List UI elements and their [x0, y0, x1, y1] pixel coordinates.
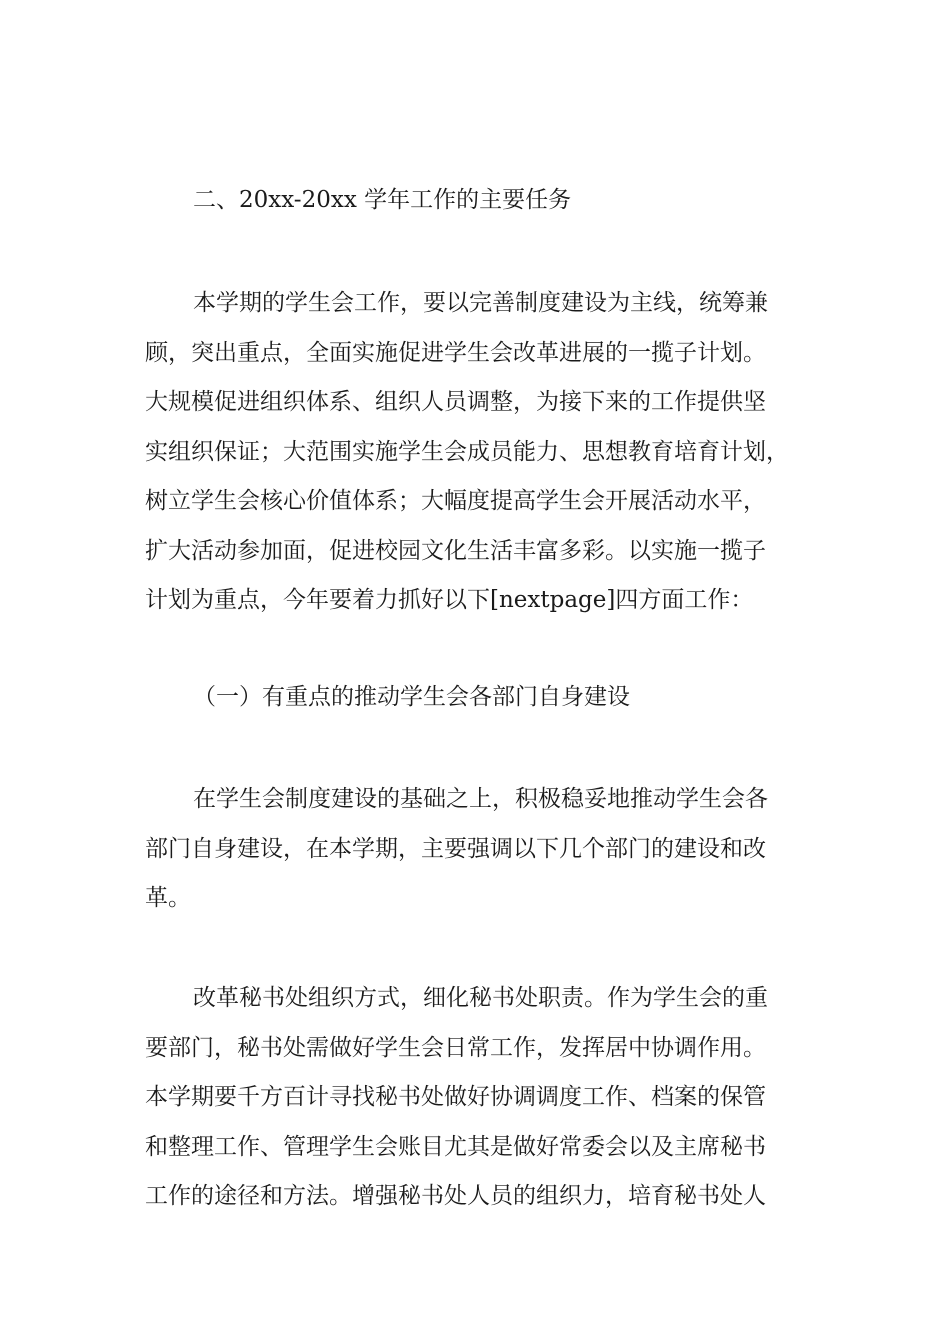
- paragraph-department-building: [145, 782, 768, 931]
- paragraph-line: 扩大活动参加面，促进校园文化生活丰富多彩。以实施一揽子: [145, 537, 766, 564]
- paragraph-line: 本学期的学生会工作，要以完善制度建设为主线，统筹兼: [193, 290, 768, 316]
- paragraph-line: 树立学生会核心价值体系；大幅度提高学生会开展活动水平，: [145, 488, 766, 514]
- paragraph-line: 和整理工作、管理学生会账目尤其是做好常委会以及主席秘书: [145, 1133, 766, 1160]
- paragraph-secretariat-reform: [145, 981, 768, 1229]
- section-heading: 二、20xx-20xx 学年工作的主要任务: [193, 187, 572, 213]
- paragraph-line: 工作的途径和方法。增强秘书处人员的组织力，培育秘书处人: [145, 1183, 766, 1209]
- paragraph-line: 在学生会制度建设的基础之上，积极稳妥地推动学生会各: [193, 786, 768, 812]
- paragraph-line: 大规模促进组织体系、组织人员调整，为接下来的工作提供坚: [145, 389, 766, 415]
- paragraph-line: 顾，突出重点，全面实施促进学生会改革进展的一揽子计划。: [145, 339, 766, 366]
- paragraph-line: 实组织保证；大范围实施学生会成员能力、思想教育培育计划，: [145, 438, 789, 465]
- paragraph-line: 计划为重点，今年要着力抓好以下[nextpage]四方面工作：: [145, 587, 754, 613]
- subsection-heading: （一）有重点的推动学生会各部门自身建设: [193, 684, 630, 710]
- paragraph-line: 本学期要千方百计寻找秘书处做好协调调度工作、档案的保管: [145, 1084, 766, 1110]
- paragraph-line: 要部门，秘书处需做好学生会日常工作，发挥居中协调作用。: [145, 1034, 766, 1061]
- paragraph-line: 革。: [145, 885, 191, 911]
- paragraph-main-tasks: [145, 286, 789, 633]
- paragraph-line: 部门自身建设，在本学期，主要强调以下几个部门的建设和改: [145, 835, 766, 862]
- paragraph-line: 改革秘书处组织方式，细化秘书处职责。作为学生会的重: [193, 985, 768, 1011]
